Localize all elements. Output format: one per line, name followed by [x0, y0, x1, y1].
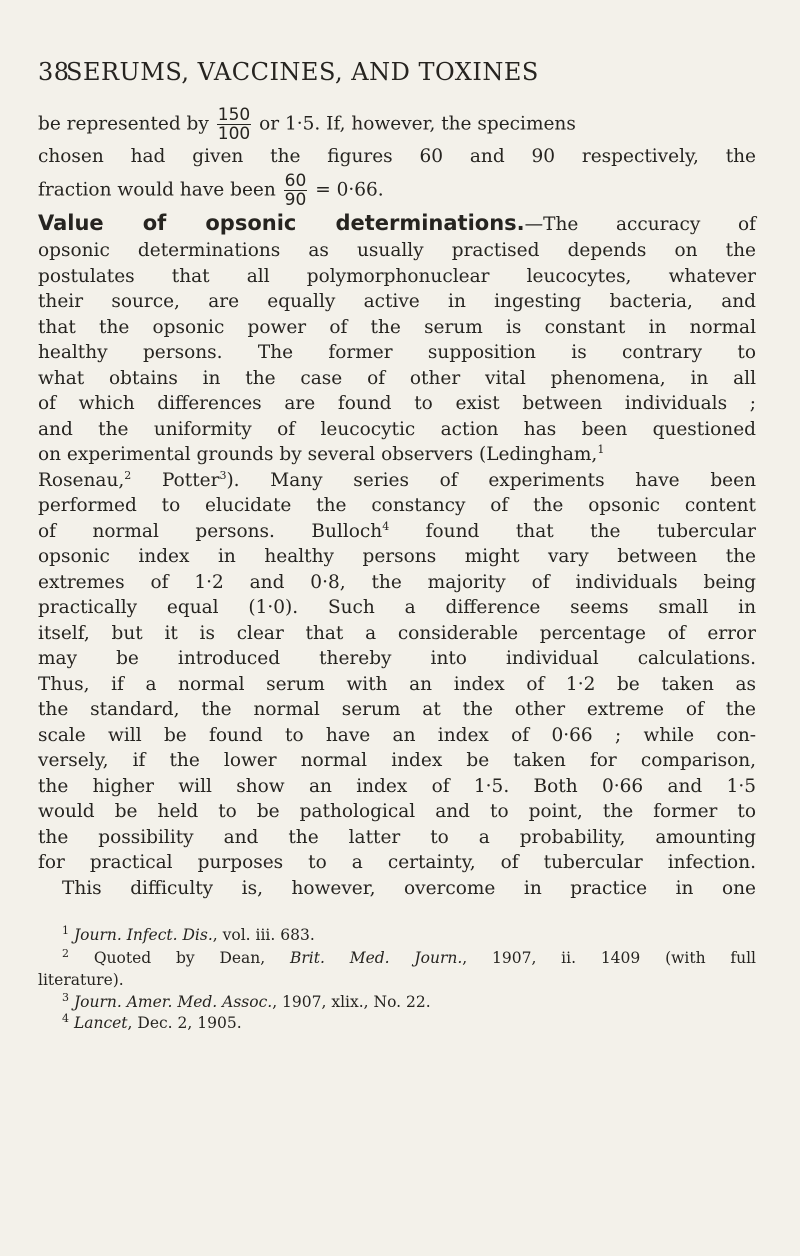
text-line: chosen had given the figures 60 and 90 respectively, the: [38, 146, 756, 167]
text-line: Thus, if a normal serum with an index of 1·2 be taken as: [38, 673, 756, 695]
footnote-ref: 3: [219, 468, 227, 482]
footnote-ref: 2: [124, 468, 132, 482]
page-number: 38: [38, 58, 70, 86]
text-line: of which differences are found to exist between individuals ;: [38, 393, 756, 414]
running-title: SERUMS, VACCINES, AND TOXINES: [66, 58, 539, 86]
text-line: scale will be found to have an index of 0·66 ; while con-: [38, 724, 756, 746]
text-line: their source, are equally active in ingesting bacteria, and: [38, 291, 756, 312]
text-line: the standard, the normal serum at the other extreme of the: [38, 699, 756, 720]
footnote-ref: 1: [597, 442, 605, 456]
text-line: that the opsonic power of the serum is constant in normal: [38, 316, 756, 338]
footnote-2-continuation: literature).: [38, 971, 124, 989]
text-line: fraction would have been $\frac{60}{90}$ = 0·66.: [38, 171, 384, 210]
text-line: may be introduced thereby into individual calculations.: [38, 648, 756, 669]
footnote-1: $^1$ Journ. Infect. Dis., vol. iii. 683.: [62, 923, 315, 944]
text-line: for practical purposes to a certainty, of tubercular infection.: [38, 852, 756, 873]
section-heading: Value of opsonic determinations.: [38, 211, 525, 235]
text-line: opsonic determinations as usually practised depends on the: [38, 240, 756, 261]
text-line: extremes of 1·2 and 0·8, the majority of individuals being: [38, 571, 756, 593]
text-line: itself, but it is clear that a considerable percentage of error: [38, 622, 756, 644]
footnote-4: $^4$ Lancet, Dec. 2, 1905.: [62, 1011, 242, 1032]
text-line: the higher will show an index of 1·5. Both 0·66 and 1·5: [38, 775, 756, 797]
text-line: practically equal (1·0). Such a difference seems small in: [38, 597, 756, 618]
text-line: the possibility and the latter to a probability, amounting: [38, 826, 756, 848]
text-line: versely, if the lower normal index be taken for comparison,: [38, 750, 756, 771]
text-line: postulates that all polymorphonuclear leucocytes, whatever: [38, 265, 756, 287]
text-line: of normal persons. Bulloch$^4$ found that the tubercular: [38, 519, 756, 542]
text-line: on experimental grounds by several observers (Ledingham,$^1$: [38, 442, 605, 465]
text-line: healthy persons. The former supposition is contrary to: [38, 342, 756, 363]
text-line: opsonic index in healthy persons might vary between the: [38, 546, 756, 567]
fraction-60-90: $\frac{60}{90}$: [284, 171, 307, 210]
text-line: and the uniformity of leucocytic action has been questioned: [38, 418, 756, 440]
text-line: be represented by $\frac{150}{100}$ or 1·5. If, however, the specimens: [38, 105, 576, 144]
section-heading-line: Value of opsonic determinations.—The accuracy of: [38, 211, 756, 235]
text-line: performed to elucidate the constancy of the opsonic content: [38, 495, 756, 516]
text-line: This difficulty is, however, overcome in practice in one: [62, 877, 756, 899]
footnote-2: $^2$ Quoted by Dean, Brit. Med. Journ., 1907, ii. 1409 (with full: [62, 946, 756, 967]
text-line: Rosenau,$^2$ Potter$^3$). Many series of experiments have been: [38, 468, 756, 491]
fraction-150-100: $\frac{150}{100}$: [217, 105, 251, 144]
text-line: what obtains in the case of other vital phenomena, in all: [38, 367, 756, 389]
footnote-ref: 4: [382, 519, 390, 533]
footnote-3: $^3$ Journ. Amer. Med. Assoc., 1907, xlix., No. 22.: [62, 990, 431, 1011]
text-line: would be held to be pathological and to point, the former to: [38, 801, 756, 822]
